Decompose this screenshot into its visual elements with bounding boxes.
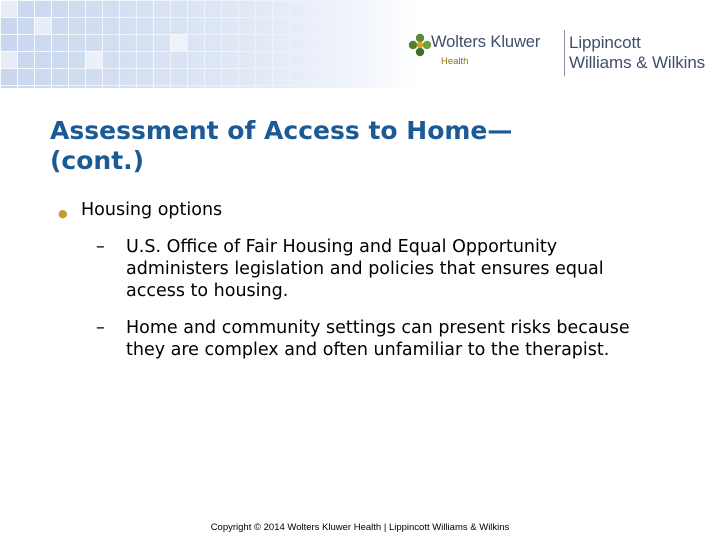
wolters-kluwer-logo-icon — [407, 32, 433, 58]
imprint-line2: Williams & Wilkins — [569, 53, 706, 72]
dash-icon: – — [96, 237, 105, 257]
banner-grid-block — [34, 17, 51, 34]
brand-name: Wolters Kluwer — [431, 33, 541, 51]
slide-title-line2: (cont.) — [50, 146, 145, 175]
banner-grid-block — [0, 0, 17, 17]
slide-title — [50, 116, 670, 176]
sub-bullet-text: Home and community settings can present risks because they are complex and often unfamiliar to the therapist. — [126, 318, 630, 360]
bullet-dot-icon: ● — [58, 207, 68, 220]
slide-title-line1: Assessment of Access to Home— — [50, 116, 513, 145]
bullet-text: Housing options — [81, 200, 223, 220]
banner-grid-block — [85, 51, 102, 68]
banner-grid-block — [0, 51, 17, 68]
publisher-logo — [407, 30, 717, 80]
dash-icon: – — [96, 318, 105, 338]
imprint-name — [569, 33, 705, 73]
banner-grid — [0, 0, 420, 88]
copyright-footer: Copyright © 2014 Wolters Kluwer Health | Lippincott Williams & Wilkins — [210, 522, 510, 533]
sub-bullet-text: U.S. Office of Fair Housing and Equal Opportunity administers legislation and policies that ensures equal access to housing. — [126, 237, 604, 301]
imprint-line1: Lippincott — [569, 33, 641, 52]
logo-divider — [564, 30, 565, 76]
banner-grid-block — [170, 34, 187, 51]
brand-sub: Health — [441, 56, 469, 67]
